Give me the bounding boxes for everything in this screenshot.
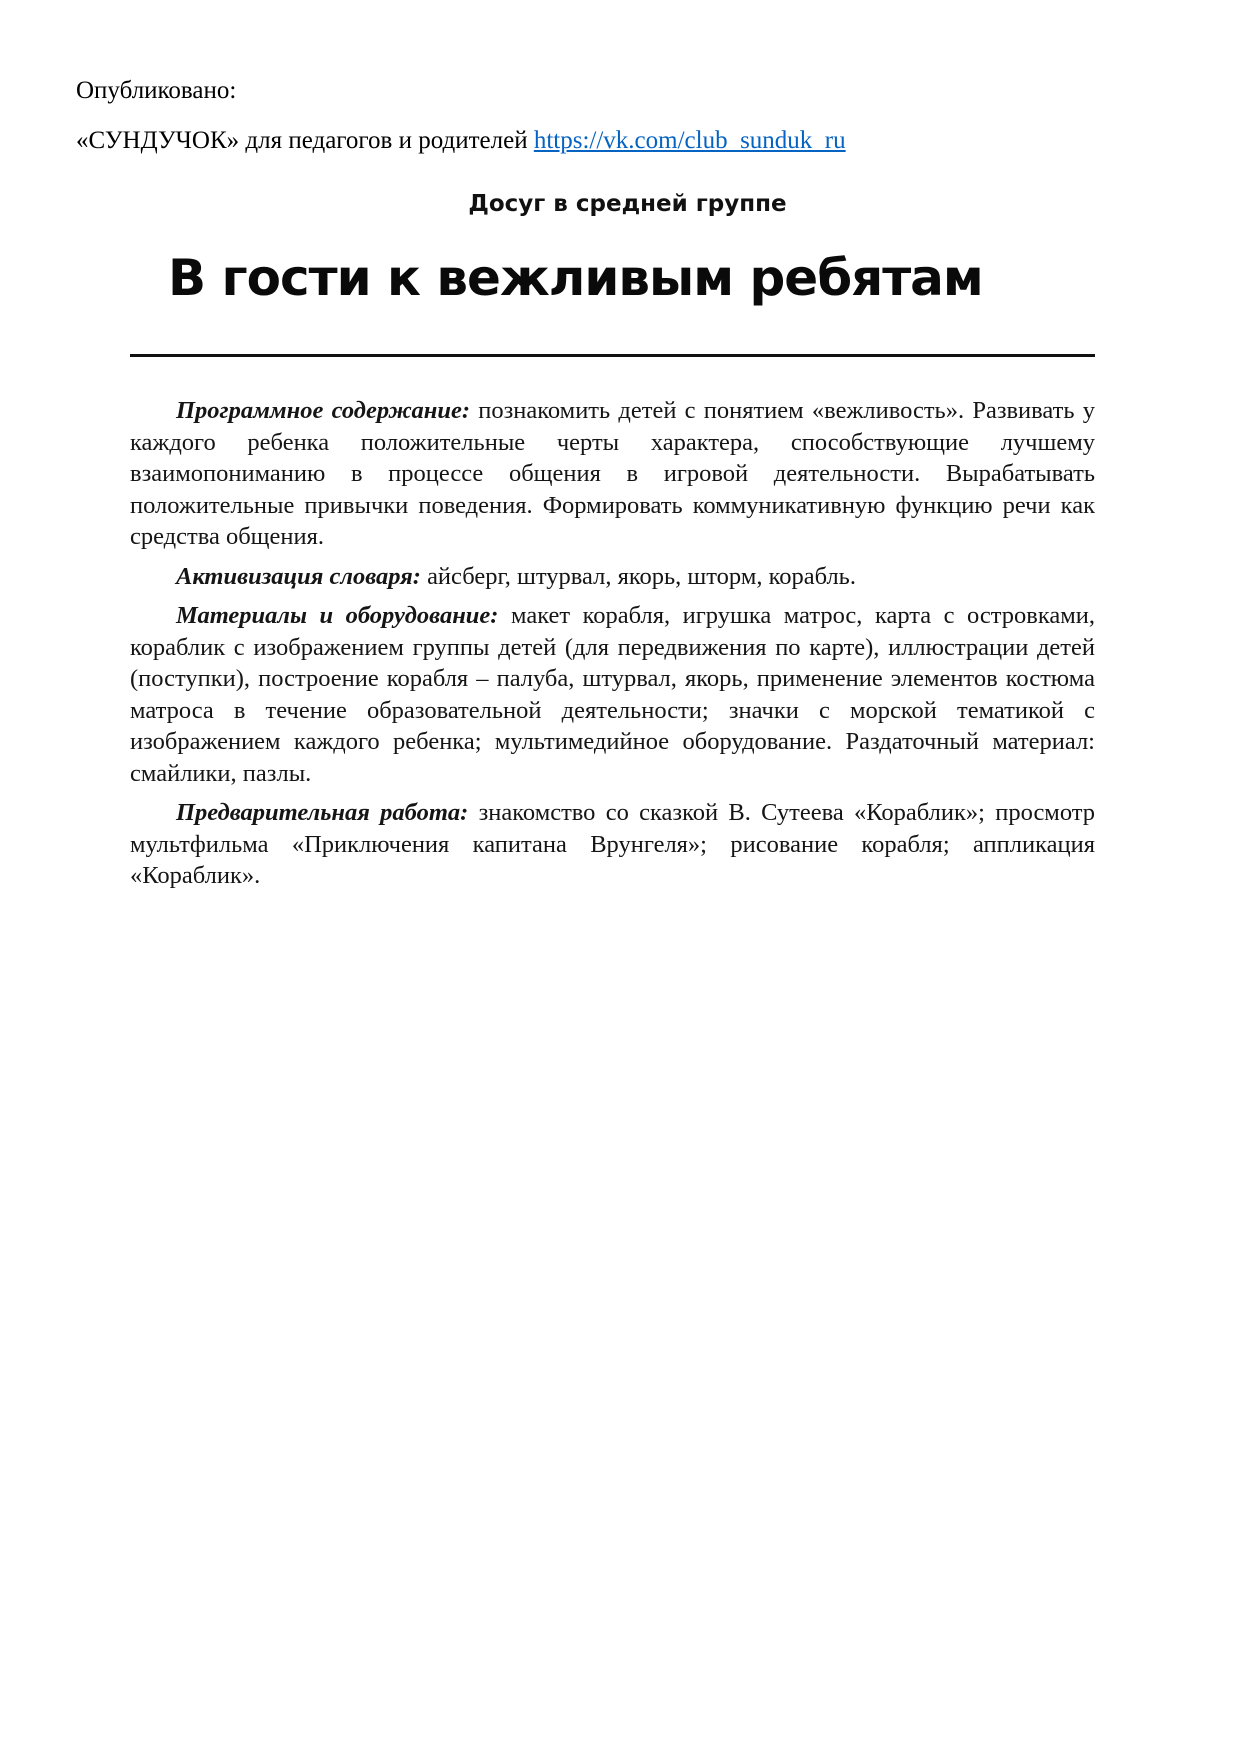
article-body [130, 395, 1095, 892]
section-lead: Активизация словаря: [176, 562, 421, 590]
section-materials [130, 600, 1095, 789]
source-text: «СУНДУЧОК» для педагогов и родителей [76, 127, 528, 154]
section-lead: Программное содержание: [176, 397, 470, 424]
section-program-content [130, 395, 1095, 553]
section-lead: Предварительная работа: [176, 799, 469, 826]
article-title: В гости к вежливым ребятам [168, 249, 983, 307]
section-text: макет корабля, игрушка матрос, карта с островками, кораблик с изображением группы детей (для передвижения по карте), иллюстрации детей (поступки), построение корабля – палуба, штурвал, якорь, применение элементов костюма матроса в течение образовательной деятельности; значки с морской тематикой с изображением каждого ребенка; мультимедийное оборудование. Раздаточный материал: смайлики, пазлы. [130, 602, 1096, 787]
section-lead: Материалы и оборудование: [176, 602, 499, 629]
source-line [76, 126, 1176, 156]
published-label: Опубликовано: [76, 77, 237, 104]
title-divider [130, 354, 1095, 357]
scanned-article [130, 190, 1095, 900]
article-subtitle: Досуг в средней группе [468, 191, 787, 217]
section-text: айсберг, штурвал, якорь, шторм, корабль. [427, 562, 856, 590]
source-link[interactable]: https://vk.com/club_sunduk_ru [533, 127, 846, 154]
section-preliminary-work [130, 797, 1095, 892]
section-text: знакомство со сказкой В. Сутеева «Кораблик»; просмотр мультфильма «Приключения капитана Врунгеля»; рисование корабля; аппликация «Кораблик». [130, 799, 1095, 889]
section-vocabulary [130, 561, 1095, 593]
section-text: познакомить детей с понятием «вежливость». Развивать у каждого ребенка положительные черты характера, способствующие лучшему взаимопониманию в процессе общения в игровой деятельности. Вырабатывать положительные привычки поведения. Формировать коммуникативную функцию речи как средства общения. [130, 397, 1096, 550]
publication-header [76, 76, 1176, 156]
